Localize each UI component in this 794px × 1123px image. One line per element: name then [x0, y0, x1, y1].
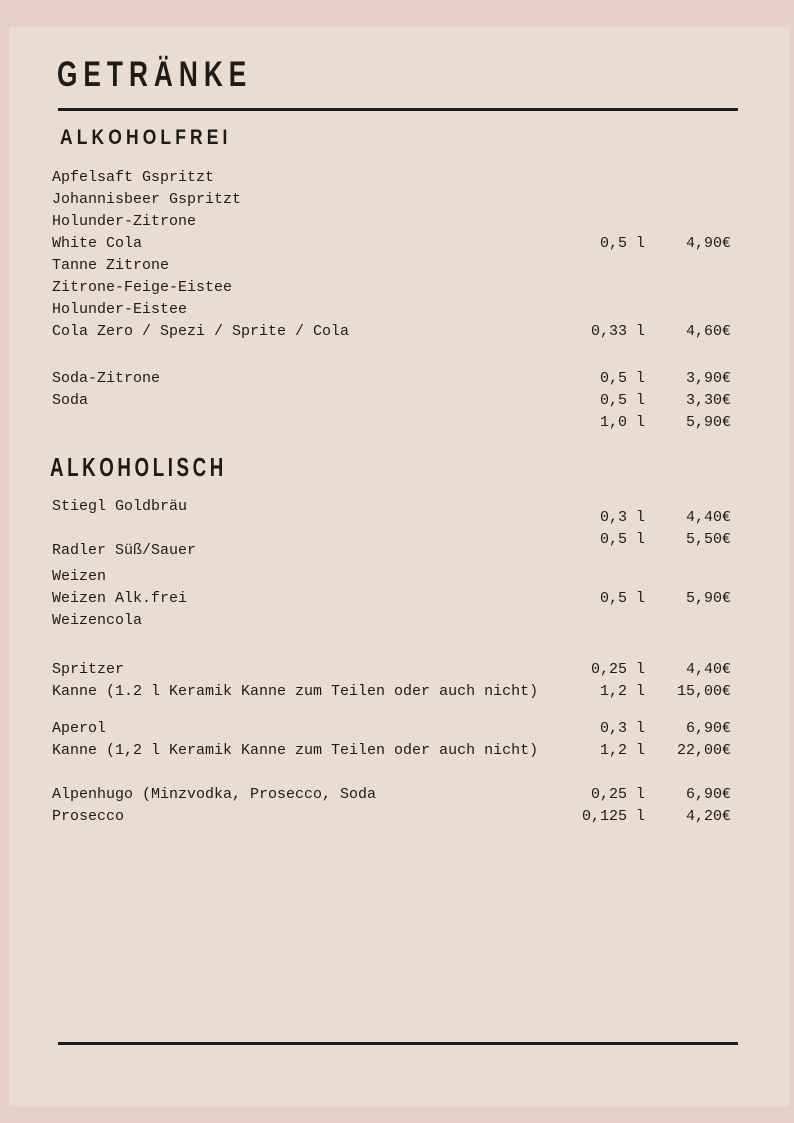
item-size: 0,5 l	[599, 392, 645, 409]
item-name: Weizen Alk.frei	[52, 590, 188, 607]
menu-row	[52, 806, 731, 828]
menu-row	[52, 368, 731, 390]
item-price: 6,90€	[685, 786, 731, 803]
item-price	[645, 566, 731, 588]
item-price: 5,90€	[685, 590, 731, 607]
item-size	[555, 211, 645, 233]
item-name: Aperol	[52, 720, 107, 737]
footer-divider	[58, 1042, 738, 1045]
item-name	[52, 412, 555, 434]
item-name: White Cola	[52, 235, 143, 252]
item-price: 22,00€	[676, 742, 731, 759]
menu-row	[52, 321, 731, 343]
item-price: 4,40€	[685, 661, 731, 678]
item-size: 0,25 l	[590, 661, 645, 678]
item-name: Prosecco	[52, 808, 125, 825]
item-size: 0,5 l	[599, 235, 645, 252]
item-price	[645, 299, 731, 321]
menu-group-soda	[52, 368, 731, 434]
page-title: GETRÄNKE	[57, 55, 253, 94]
menu-row	[52, 233, 731, 255]
menu-row	[52, 740, 731, 762]
item-size: 0,3 l	[599, 509, 645, 526]
menu-page	[9, 27, 789, 1106]
item-price	[645, 255, 731, 277]
item-name: Spritzer	[52, 661, 125, 678]
item-size: 0,5 l	[599, 531, 645, 548]
item-price	[645, 540, 731, 562]
menu-group-bier	[52, 496, 731, 632]
item-name: Alpenhugo (Minzvodka, Prosecco, Soda	[52, 786, 377, 803]
item-price: 15,00€	[676, 683, 731, 700]
item-price: 4,60€	[685, 323, 731, 340]
item-size	[555, 167, 645, 189]
title-divider	[58, 108, 738, 111]
item-size	[555, 299, 645, 321]
item-price: 5,50€	[685, 531, 731, 548]
menu-row	[52, 507, 731, 529]
menu-group-saefte	[52, 167, 731, 343]
item-price: 4,40€	[685, 509, 731, 526]
item-size: 0,5 l	[599, 590, 645, 607]
menu-row	[52, 718, 731, 740]
item-price: 3,30€	[685, 392, 731, 409]
section-heading-alkoholfrei: ALKOHOLFREI	[60, 126, 232, 149]
menu-row	[52, 681, 731, 703]
item-price	[645, 610, 731, 632]
item-name: Soda	[52, 392, 89, 409]
section-alkoholisch	[9, 453, 789, 828]
item-price: 3,90€	[685, 370, 731, 387]
menu-row	[52, 211, 731, 233]
item-list-alkoholisch	[52, 496, 731, 828]
item-size: 1,2 l	[599, 683, 645, 700]
item-size: 0,125 l	[581, 808, 645, 825]
item-name: Soda-Zitrone	[52, 370, 161, 387]
item-price	[645, 189, 731, 211]
item-size	[555, 277, 645, 299]
section-heading-alkoholisch: ALKOHOLISCH	[50, 452, 227, 482]
item-name: Radler Süß/Sauer	[52, 542, 197, 559]
menu-row	[52, 610, 731, 632]
item-size	[555, 255, 645, 277]
menu-group-spritzer	[52, 659, 731, 703]
item-price: 5,90€	[685, 414, 731, 431]
menu-row	[52, 588, 731, 610]
item-price: 4,90€	[685, 235, 731, 252]
item-name: Kanne (1.2 l Keramik Kanne zum Teilen oder auch nicht)	[52, 683, 539, 700]
item-name: Johannisbeer Gspritzt	[52, 191, 242, 208]
item-name	[52, 507, 555, 529]
item-size: 0,5 l	[599, 370, 645, 387]
item-price: 4,20€	[685, 808, 731, 825]
item-size	[555, 566, 645, 588]
menu-row	[52, 566, 731, 588]
item-name: Holunder-Zitrone	[52, 213, 197, 230]
item-size: 1,2 l	[599, 742, 645, 759]
menu-row	[52, 540, 731, 562]
item-size	[555, 540, 645, 562]
menu-row	[52, 784, 731, 806]
item-size: 0,25 l	[590, 786, 645, 803]
item-price	[645, 211, 731, 233]
item-name: Cola Zero / Spezi / Sprite / Cola	[52, 323, 350, 340]
item-price	[645, 277, 731, 299]
menu-row	[52, 412, 731, 434]
item-price	[645, 167, 731, 189]
menu-row	[52, 255, 731, 277]
item-size	[555, 189, 645, 211]
menu-row	[52, 277, 731, 299]
menu-row	[52, 659, 731, 681]
item-name: Weizencola	[52, 612, 143, 629]
item-name: Kanne (1,2 l Keramik Kanne zum Teilen oder auch nicht)	[52, 742, 539, 759]
menu-row	[52, 390, 731, 412]
item-name: Weizen	[52, 568, 107, 585]
item-list-alkoholfrei	[52, 167, 731, 434]
item-size	[555, 610, 645, 632]
menu-row	[52, 189, 731, 211]
menu-group-alpenhugo	[52, 784, 731, 828]
menu-row	[52, 299, 731, 321]
item-price: 6,90€	[685, 720, 731, 737]
section-alkoholfrei	[9, 126, 789, 434]
item-size: 0,3 l	[599, 720, 645, 737]
item-name: Apfelsaft Gspritzt	[52, 169, 215, 186]
menu-group-aperol	[52, 718, 731, 762]
item-size: 0,33 l	[590, 323, 645, 340]
item-name: Holunder-Eistee	[52, 301, 188, 318]
item-name: Stiegl Goldbräu	[52, 498, 188, 515]
item-name: Tanne Zitrone	[52, 257, 170, 274]
item-size: 1,0 l	[599, 414, 645, 431]
menu-row	[52, 167, 731, 189]
item-name: Zitrone-Feige-Eistee	[52, 279, 233, 296]
